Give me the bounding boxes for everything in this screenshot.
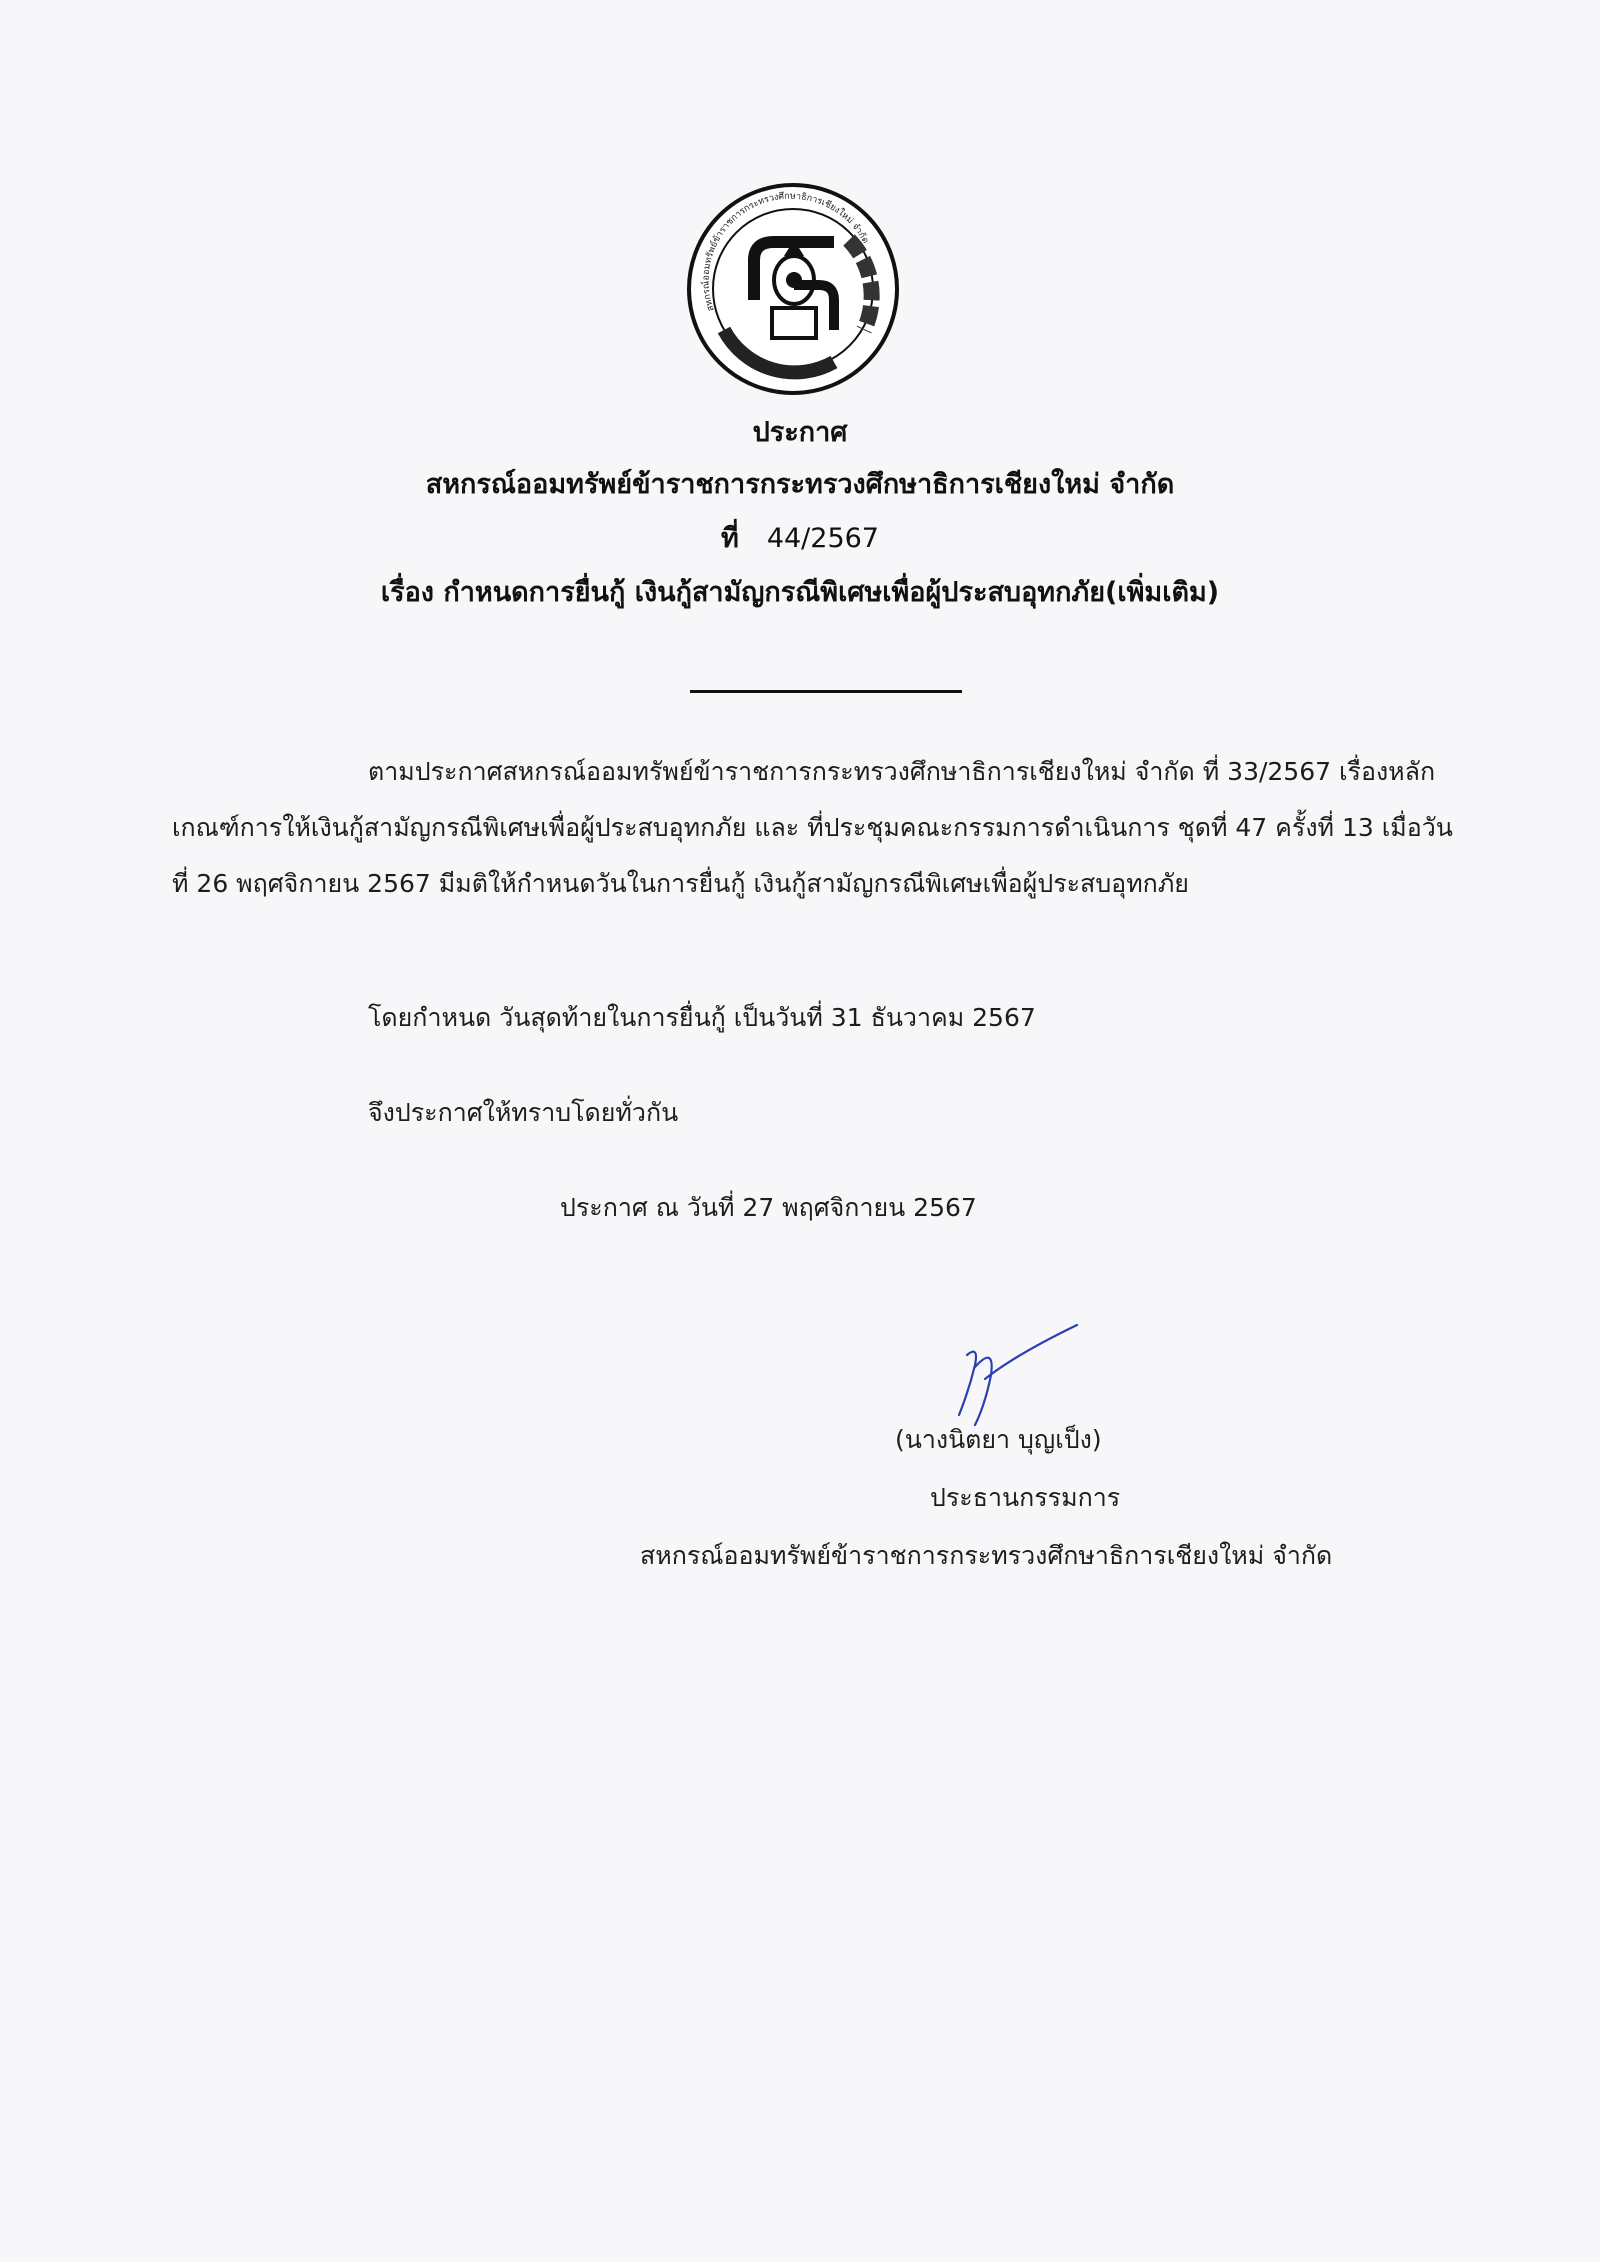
signatory-name: (นางนิตยา บุญเป็ง) bbox=[895, 1425, 1102, 1454]
announcement-date: ประกาศ ณ วันที่ 27 พฤศจิกายน 2567 bbox=[560, 1193, 977, 1222]
announcement-number bbox=[0, 516, 1600, 559]
organization-title: สหกรณ์ออมทรัพย์ข้าราชการกระทรวงศึกษาธิการเชียงใหม่ จำกัด bbox=[425, 469, 1175, 500]
announcement-heading: ประกาศ bbox=[752, 417, 848, 448]
cooperative-seal-icon bbox=[684, 180, 902, 398]
handwritten-signature-icon bbox=[945, 1315, 1085, 1435]
number-label: ที่ bbox=[721, 523, 739, 554]
number-value: 44/2567 bbox=[766, 523, 879, 554]
header-divider bbox=[690, 690, 962, 693]
notice-paragraph: จึงประกาศให้ทราบโดยทั่วกัน bbox=[368, 1098, 679, 1127]
subject-line: เรื่อง กำหนดการยื่นกู้ เงินกู้สามัญกรณีพิเศษเพื่อผู้ประสบอุทกภัย(เพิ่มเติม) bbox=[380, 577, 1220, 608]
deadline-paragraph: โดยกำหนด วันสุดท้ายในการยื่นกู้ เป็นวันที่ 31 ธันวาคม 2567 bbox=[368, 1003, 1036, 1032]
signatory-position: ประธานกรรมการ bbox=[930, 1483, 1121, 1512]
signatory-organization: สหกรณ์ออมทรัพย์ข้าราชการกระทรวงศึกษาธิการเชียงใหม่ จำกัด bbox=[640, 1541, 1333, 1570]
seal-ring-text: สหกรณ์ออมทรัพย์ข้าราชการกระทรวงศึกษาธิการเชียงใหม่ จำกัด bbox=[701, 191, 871, 313]
body-paragraph: ตามประกาศสหกรณ์ออมทรัพย์ข้าราชการกระทรวงศึกษาธิการเชียงใหม่ จำกัด ที่ 33/2567 เรื่องหลักเกณฑ์การให้เงินกู้สามัญกรณีพิเศษเพื่อผู้ประสบอุทกภัย และ ที่ประชุมคณะกรรมการดำเนินการ ชุดที่ 47 ครั้งที่ 13 เมื่อวันที่ 26 พฤศจิกายน 2567 มีมติให้กำหนดวันในการยื่นกู้ เงินกู้สามัญกรณีพิเศษเพื่อผู้ประสบอุทกภัย bbox=[172, 757, 1453, 898]
